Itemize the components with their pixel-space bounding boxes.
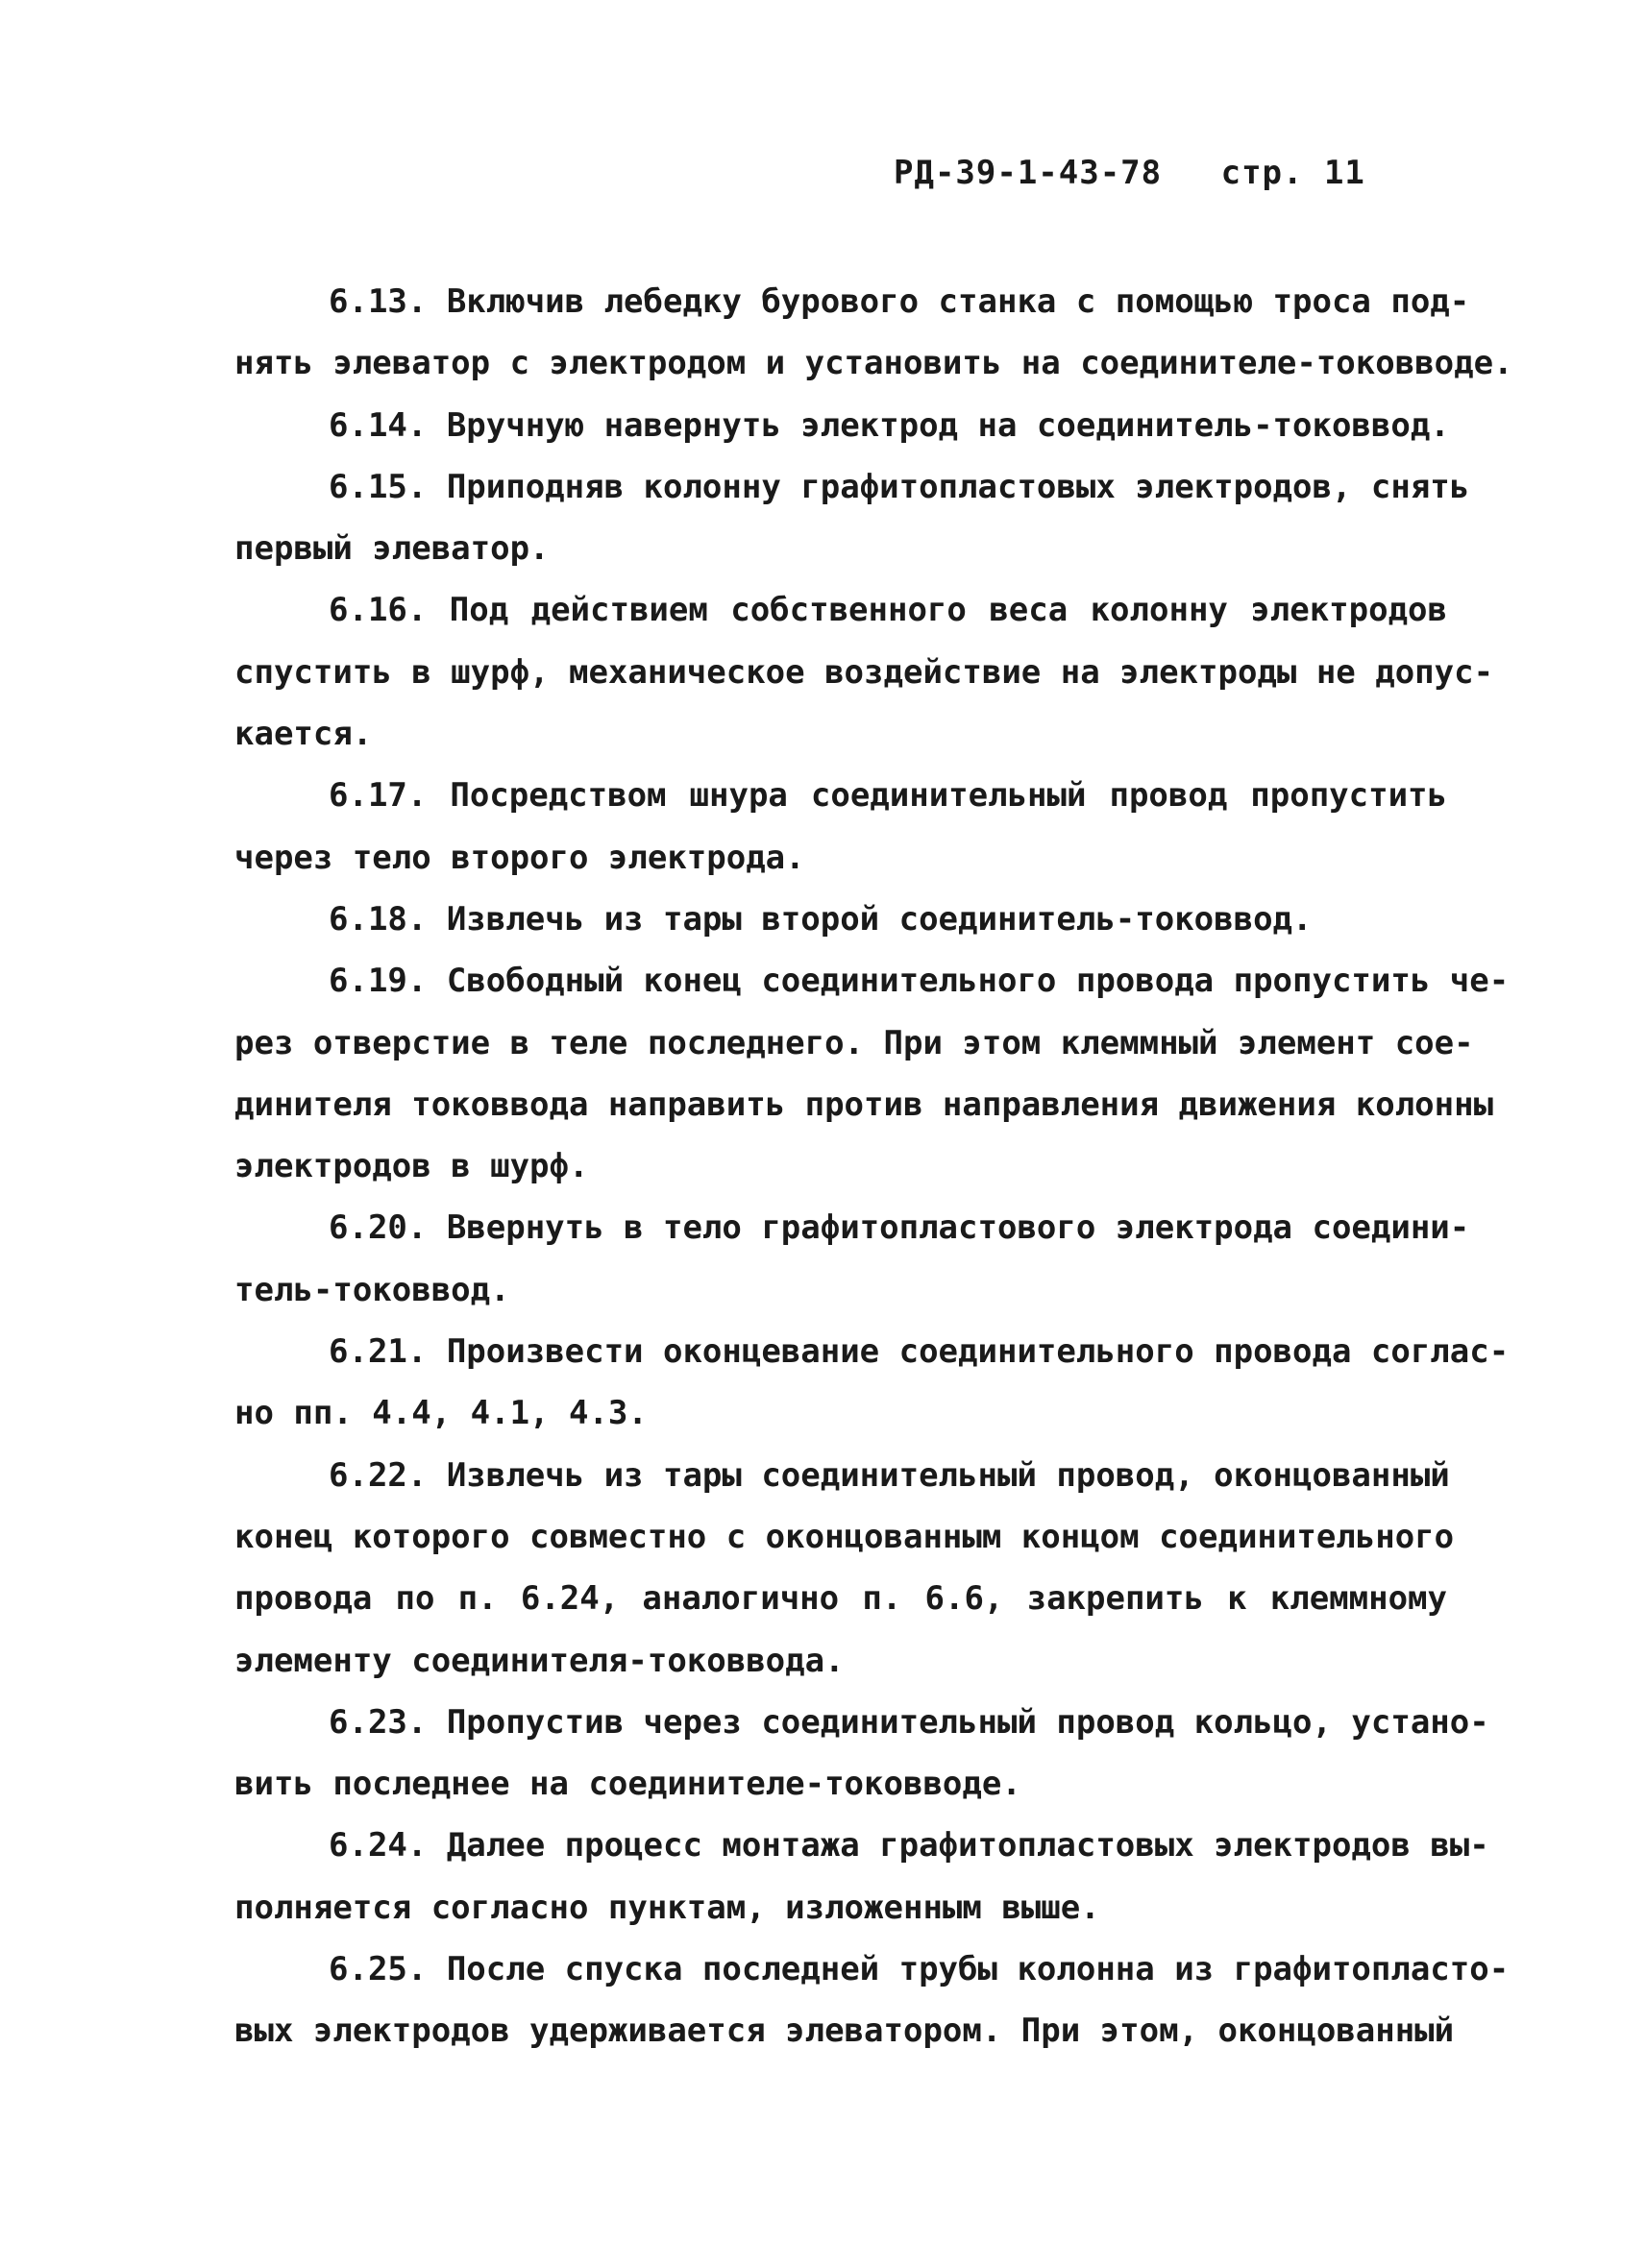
paragraph	[234, 1939, 1510, 2062]
text-line: спустить в шурф, механическое воздействие на электроды не допус-	[234, 652, 1494, 692]
paragraph	[234, 395, 1450, 456]
text-line: 6.17. Посредством шнура соединительный провод пропустить	[329, 776, 1447, 816]
text-line: 6.13. Включив лебедку бурового станка с помощью троса под-	[329, 282, 1470, 321]
text-line: тель-токоввод.	[234, 1270, 510, 1309]
text-line: вить последнее на соединителе-токовводе.	[234, 1765, 1021, 1804]
text-line: первый элеватор.	[234, 529, 550, 569]
text-line: рез отверстие в теле последнего. При этом клеммный элемент сое-	[234, 1023, 1474, 1062]
text-line: 6.19. Свободный конец соединительного провода пропустить че-	[329, 962, 1510, 1001]
paragraph	[234, 889, 1447, 950]
text-line: элементу соединителя-токоввода.	[234, 1641, 845, 1680]
text-line: 6.15. Приподняв колонну графитопластовых электродов, снять	[329, 467, 1470, 506]
paragraph	[234, 456, 1470, 580]
paragraph	[234, 1321, 1510, 1445]
text-line: 6.24. Далее процесс монтажа графитопластовых электродов вы-	[329, 1826, 1489, 1866]
text-line: электродов в шурф.	[234, 1147, 589, 1186]
document-body	[234, 271, 1513, 2062]
paragraph	[234, 950, 1510, 1197]
text-line: нять элеватор с электродом и установить на соединителе-токовводе.	[234, 344, 1513, 383]
text-line: конец которого совместно с оконцованным концом соединительного	[234, 1517, 1455, 1556]
text-line: 6.14. Вручную навернуть электрод на соединитель-токоввод.	[329, 405, 1450, 445]
text-line: 6.16. Под действием собственного веса колонну электродов	[329, 591, 1447, 630]
page-number: стр. 11	[1220, 154, 1365, 192]
text-line: 6.20. Ввернуть в тело графитопластового электрода соедини-	[329, 1208, 1470, 1248]
text-line: 6.25. После спуска последней трубы колонна из графитопласто-	[329, 1950, 1510, 1989]
text-line: провода по п. 6.24, аналогично п. 6.6, закрепить к клеммному	[234, 1579, 1447, 1619]
paragraph	[234, 1692, 1489, 1816]
paragraph	[234, 1815, 1489, 1939]
text-line: 6.23. Пропустив через соединительный провод кольцо, устано-	[329, 1702, 1489, 1742]
paragraph	[234, 1445, 1455, 1692]
text-line: 6.18. Извлечь из тары второй соединитель-токоввод.	[329, 899, 1313, 939]
text-line: полняется согласно пунктам, изложенным выше.	[234, 1888, 1100, 1927]
page-header	[894, 154, 1365, 192]
paragraph	[234, 1197, 1470, 1321]
paragraph	[234, 765, 1447, 889]
text-line: динителя токоввода направить против направления движения колонны	[234, 1085, 1494, 1124]
paragraph	[234, 579, 1494, 765]
text-line: через тело второго электрода.	[234, 838, 805, 877]
text-line: 6.21. Произвести оконцевание соединительного провода соглас-	[329, 1332, 1510, 1372]
text-line: вых электродов удерживается элеватором. При этом, оконцованный	[234, 2012, 1455, 2051]
text-line: кается.	[234, 715, 373, 754]
text-line: 6.22. Извлечь из тары соединительный провод, оконцованный	[329, 1455, 1450, 1495]
paragraph	[234, 271, 1513, 395]
document-code: РД-39-1-43-78	[894, 154, 1163, 192]
text-line: но пп. 4.4, 4.1, 4.3.	[234, 1394, 648, 1433]
